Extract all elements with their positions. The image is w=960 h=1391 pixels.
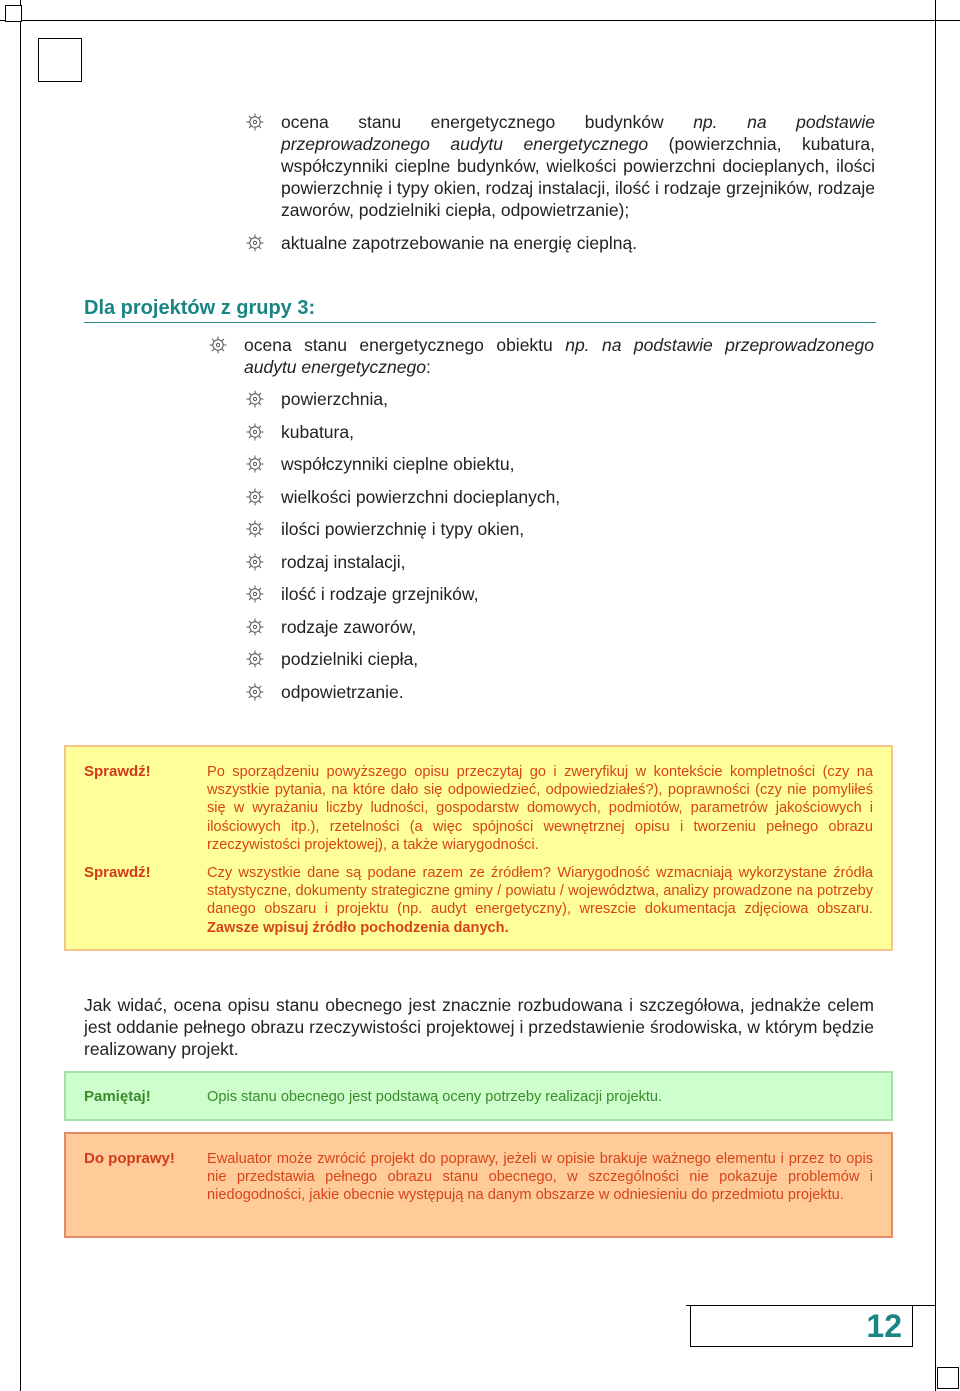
remember-text: Opis stanu obecnego jest podstawą oceny potrzeby realizacji projektu. xyxy=(207,1089,663,1105)
gear-bullet-icon xyxy=(245,454,265,474)
intro-bullet-1-lead: ocena stanu energetycznego budynków xyxy=(281,112,694,132)
sub-item xyxy=(245,486,560,508)
sub-item-text: kubatura, xyxy=(281,421,354,442)
gear-bullet-icon xyxy=(245,112,265,132)
intro-bullet-1-italic: np. na podstawie przeprowadzonego audytu energetycznego xyxy=(281,112,875,154)
summary-paragraph: Jak widać, ocena opisu stanu obecnego jest znacznie rozbudowana i szczegółowa, jednakże celem jest oddanie pełnego obrazu rzeczywistości projektowej i przedstawienie środowiska, w którym będzie realizowany projekt. xyxy=(84,995,874,1059)
sub-item xyxy=(245,681,404,703)
sub-item xyxy=(245,551,406,573)
check-label-2: Sprawdź! xyxy=(84,864,151,881)
sub-item xyxy=(245,421,354,443)
remember-label: Pamiętaj! xyxy=(84,1088,151,1105)
sub-item-text: ilość i rodzaje grzejników, xyxy=(281,584,479,604)
group3-bullet-italic: np. na podstawie przeprowadzonego audytu energetycznego xyxy=(244,335,874,377)
frame-corner-box-large xyxy=(38,38,82,82)
gear-bullet-icon xyxy=(245,422,265,442)
sub-item-text: rodzaje zaworów, xyxy=(281,616,417,637)
page-number-box xyxy=(690,1305,913,1347)
fix-box xyxy=(64,1132,893,1238)
sub-item xyxy=(245,616,416,638)
sub-item-text: powierzchnia, xyxy=(281,389,388,409)
sub-item-text: odpowietrzanie. xyxy=(281,681,404,702)
check-text-2-bold: Zawsze wpisuj źródło pochodzenia danych. xyxy=(207,919,509,936)
sub-item xyxy=(245,648,418,670)
group3-bullet-text xyxy=(244,334,874,378)
group3-bullet xyxy=(208,334,875,378)
check-text-2 xyxy=(207,864,873,937)
sub-item-text: wielkości powierzchni docieplanych, xyxy=(281,486,561,507)
sub-item-text: ilości powierzchnię i typy okien, xyxy=(281,519,525,539)
gear-bullet-icon xyxy=(245,649,265,669)
gear-bullet-icon xyxy=(245,584,265,604)
sub-item-text: rodzaj instalacji, xyxy=(281,551,406,572)
sub-item-text: współczynniki cieplne obiektu, xyxy=(281,454,515,474)
check-text-2-main: Czy wszystkie dane są podane razem ze źródłem? Wiarygodność wzmacniają wykorzystane źródła statystyczne, dokumenty strategiczne gminy / powiatu / województwa, analizy prowadzone na potrzeby danego obszaru i projektu (np. audyt energetyczny), wreszcie dokumentacja zdjęciowa obszaru. xyxy=(207,865,873,918)
remember-box xyxy=(64,1071,893,1121)
check-box xyxy=(64,745,893,951)
intro-bullet-1-text xyxy=(281,111,875,221)
group3-bullet-rest: : xyxy=(425,357,431,377)
sub-item xyxy=(245,583,478,605)
intro-bullet-1 xyxy=(245,111,875,221)
intro-bullet-1-rest: (powierzchnia, kubatura, współczynniki cieplne budynków, wielkości powierzchni docieplanych, ilości powierzchnię i typy okien, rodzaj instalacji, ilość i rodzaje grzejników, rodzaje zaworów, podzielniki ciepła, odpowietrzanie); xyxy=(281,134,875,220)
sub-item-text: podzielniki ciepła, xyxy=(281,649,419,669)
frame-top-line xyxy=(0,20,960,21)
intro-bullet-2-text: aktualne zapotrzebowanie na energię cieplną. xyxy=(281,233,638,253)
intro-bullet-2 xyxy=(245,232,875,254)
frame-right-line xyxy=(935,0,936,1391)
gear-bullet-icon xyxy=(245,519,265,539)
frame-corner-box-small xyxy=(5,5,22,22)
sub-item xyxy=(245,388,388,410)
gear-bullet-icon xyxy=(245,233,265,253)
check-text-1: Po sporządzeniu powyższego opisu przeczytaj go i zweryfikuj w kontekście kompletności (czy na wszystkie pytania, na które dało się odpowiedzieć, odpowiedziałeś?), poprawności (czy nie pomyliłeś się w wyrażaniu liczby ludności, gospodarstw domowych, podmiotów, parametrów jakościowych i ilościowych itp.), rzetelności (a więc spójności wewnętrznej opisu i tworzeniu pełnego obrazu rzeczywistości projektowej), a także wiarygodności. xyxy=(207,764,873,853)
gear-bullet-icon xyxy=(245,389,265,409)
fix-text: Ewaluator może zwrócić projekt do poprawy, jeżeli w opisie brakuje ważnego elementu i przez to opis nie przedstawia pełnego obrazu stanu obecnego, w szczególności nie pokazuje problemów i niedogodności, jakie obecnie występują na danym obszarze w odniesieniu do przedmiotu projektu. xyxy=(207,1151,873,1204)
sub-item xyxy=(245,453,514,475)
gear-bullet-icon xyxy=(245,552,265,572)
gear-bullet-icon xyxy=(245,487,265,507)
sub-item xyxy=(245,518,524,540)
gear-bullet-icon xyxy=(208,335,228,355)
frame-left-line xyxy=(20,0,21,1391)
gear-bullet-icon xyxy=(245,617,265,637)
check-label-1: Sprawdź! xyxy=(84,763,151,780)
frame-corner-box-bottom xyxy=(937,1367,959,1389)
fix-label: Do poprawy! xyxy=(84,1150,175,1167)
gear-bullet-icon xyxy=(245,682,265,702)
group3-bullet-lead: ocena stanu energetycznego obiektu xyxy=(244,335,566,355)
page-number: 12 xyxy=(866,1308,902,1344)
section-heading: Dla projektów z grupy 3: xyxy=(84,297,876,323)
